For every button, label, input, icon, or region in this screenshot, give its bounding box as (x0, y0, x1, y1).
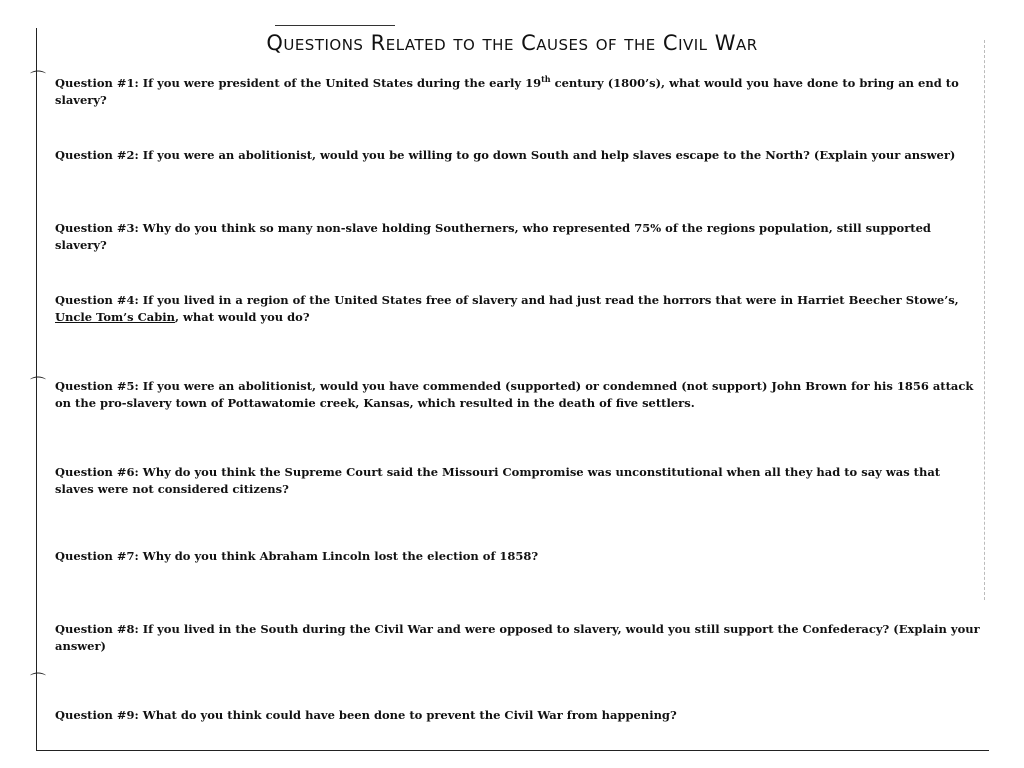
question-6 (55, 464, 980, 498)
question-label: Question #6: (55, 465, 139, 479)
page-top-mark (275, 25, 395, 26)
question-5 (55, 378, 980, 412)
question-text: If you were an abolitionist, would you have commended (supported) or condemned (not support) John Brown for his 1856 attack on the pro-slavery town of Pottawatomie creek, Kansas, which resulted in the death of five settlers. (55, 379, 974, 410)
book-title: Uncle Tom’s Cabin (55, 310, 176, 324)
question-3 (55, 220, 980, 254)
margin-curl-icon: ⌒ (30, 671, 47, 690)
question-text: If you lived in the South during the Civil War and were opposed to slavery, would you still support the Confederacy? (Explain your answer) (55, 622, 980, 653)
question-8 (55, 621, 980, 655)
question-label: Question #8: (55, 622, 139, 636)
question-text: Why do you think the Supreme Court said the Missouri Compromise was unconstitutional when all they had to say was that slaves were not considered citizens? (55, 465, 941, 496)
question-label: Question #9: (55, 708, 139, 722)
question-label: Question #1: (55, 75, 139, 90)
question-text: , what would you do? (175, 310, 310, 324)
margin-curl-icon: ⌒ (30, 69, 47, 88)
question-text: century (1800’s), what would you have done to bring an end to slavery? (55, 75, 959, 107)
question-text: What do you think could have been done to prevent the Civil War from happening? (142, 708, 677, 722)
question-text: If you were president of the United States during the early 19 (142, 75, 542, 90)
question-label: Question #5: (55, 379, 139, 393)
question-text: Why do you think so many non-slave holding Southerners, who represented 75% of the regions population, still supported slavery? (55, 221, 931, 252)
page-right-edge (984, 40, 986, 600)
question-9 (55, 707, 980, 724)
question-text: Why do you think Abraham Lincoln lost the election of 1858? (142, 549, 539, 563)
question-text: If you were an abolitionist, would you be willing to go down South and help slaves escape to the North? (Explain your answer) (142, 148, 956, 162)
question-text: If you lived in a region of the United States free of slavery and had just read the horrors that were in Harriet Beecher Stowe’s, (142, 293, 959, 307)
margin-curl-icon: ⌒ (30, 375, 47, 394)
question-label: Question #4: (55, 293, 139, 307)
question-label: Question #7: (55, 549, 139, 563)
question-7 (55, 548, 980, 565)
question-label: Question #3: (55, 221, 139, 235)
ordinal-suffix: th (541, 74, 551, 84)
worksheet-title: Questions Related to the Causes of the Civil War (266, 31, 758, 55)
question-1 (55, 71, 980, 109)
question-2 (55, 147, 980, 164)
question-label: Question #2: (55, 148, 139, 162)
question-4 (55, 292, 980, 326)
